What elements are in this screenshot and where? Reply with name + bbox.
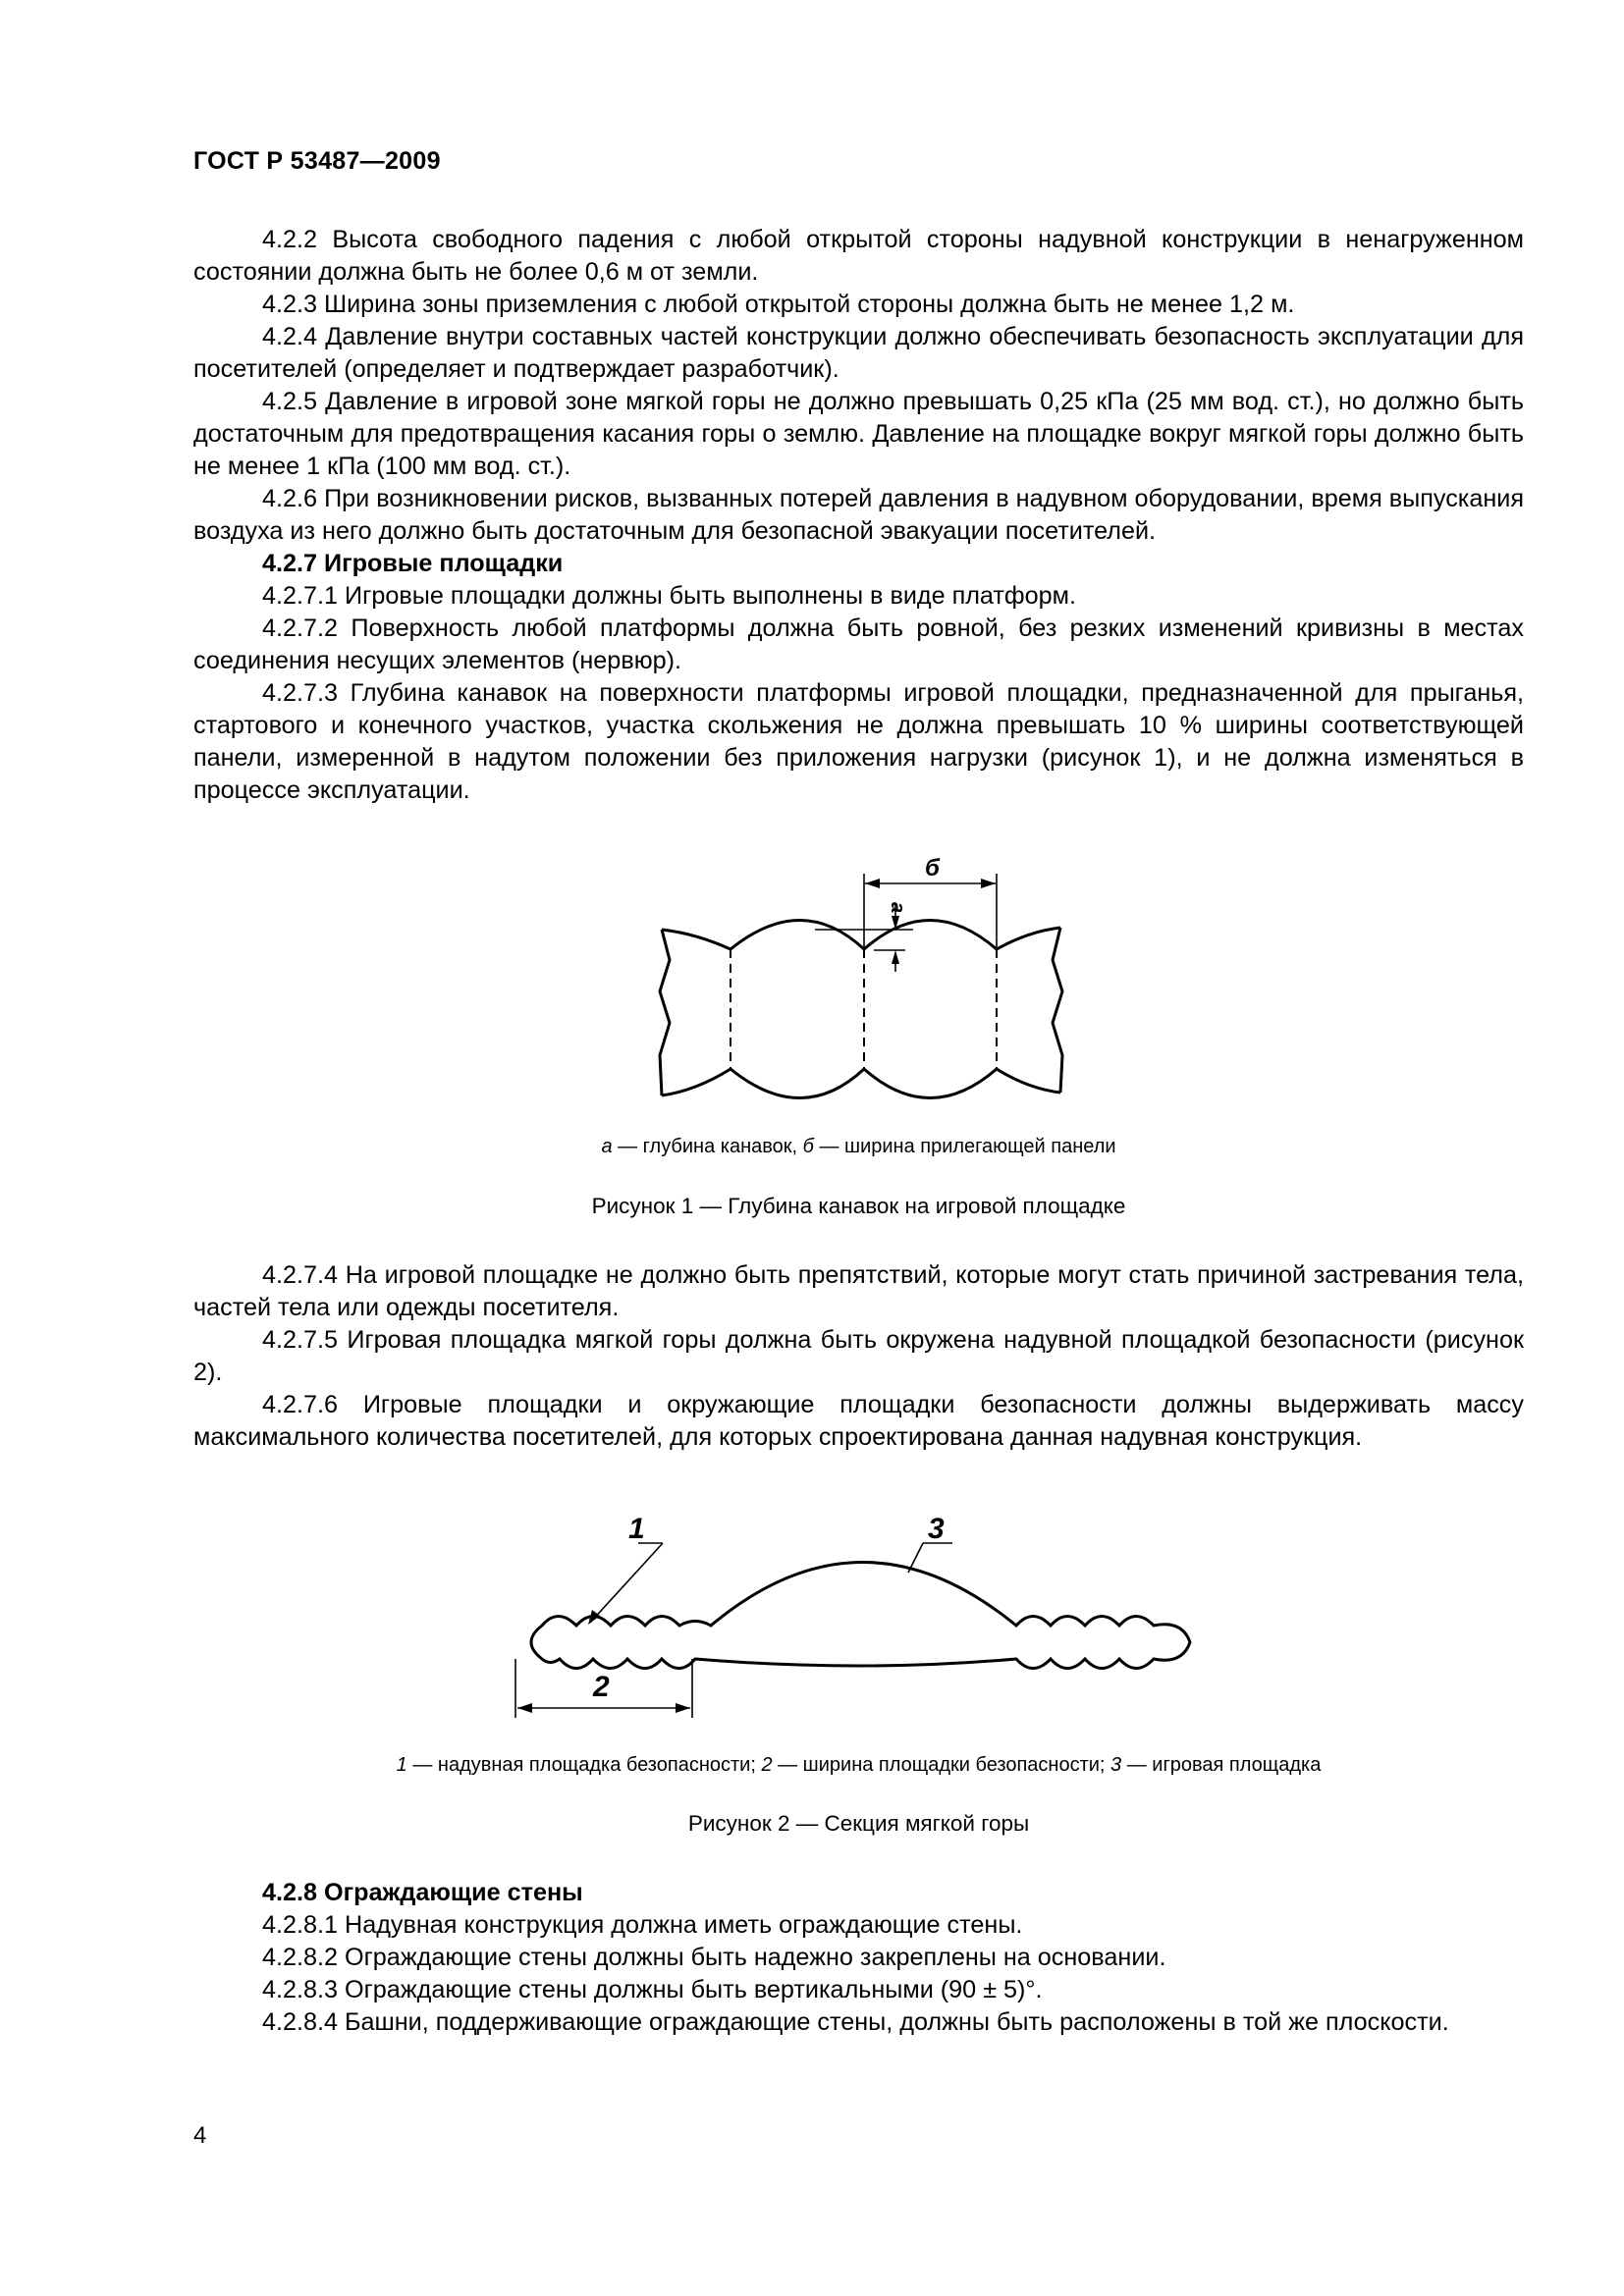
section-heading-4-2-7: 4.2.7 Игровые площадки — [262, 550, 564, 577]
paragraph-4-2-7-6: 4.2.7.6 Игровые площадки и окружающие площадки безопасности должны выдерживать массу максимального количества посетителей, для которых спроектирована данная надувная конструкция. — [193, 1391, 1524, 1451]
figure-1-legend: а — глубина канавок, б — ширина прилегающей панели — [601, 1136, 1116, 1157]
figure-1-label-b: б — [925, 855, 940, 881]
figure-1-caption: Рисунок 1 — Глубина канавок на игровой площадке — [591, 1194, 1126, 1218]
paragraph-4-2-7-1: 4.2.7.1 Игровые площадки должны быть выполнены в виде платформ. — [262, 582, 1076, 610]
figure-1-diagram — [648, 854, 1070, 1109]
figure-2-label-1: 1 — [628, 1513, 645, 1545]
paragraph-4-2-8-1: 4.2.8.1 Надувная конструкция должна иметь ограждающие стены. — [262, 1911, 1023, 1939]
paragraph-4-2-4: 4.2.4 Давление внутри составных частей конструкции должно обеспечивать безопасность эксплуатации для посетителей (определяет и подтверждает разработчик). — [193, 323, 1524, 383]
figure-2-legend: 1 — надувная площадка безопасности; 2 — ширина площадки безопасности; 3 — игровая площадка — [396, 1754, 1322, 1776]
paragraph-4-2-8-2: 4.2.8.2 Ограждающие стены должны быть надежно закреплены на основании. — [262, 1944, 1166, 1971]
figure-1-label-a: а — [887, 902, 908, 914]
text-block-3 — [193, 1877, 1524, 2039]
figure-2-caption: Рисунок 2 — Секция мягкой горы — [687, 1811, 1030, 1836]
paragraph-4-2-8-4: 4.2.8.4 Башни, поддерживающие ограждающие стены, должны быть расположены в той же плоскости. — [262, 2008, 1449, 2036]
figure-2-label-3: 3 — [928, 1513, 945, 1545]
page-number: 4 — [193, 2122, 207, 2149]
paragraph-4-2-8-3: 4.2.8.3 Ограждающие стены должны быть вертикальными (90 ± 5)°. — [262, 1976, 1043, 2003]
paragraph-4-2-5: 4.2.5 Давление в игровой зоне мягкой горы не должно превышать 0,25 кПа (25 мм вод. ст.), но должно быть достаточным для предотвращения касания горы о землю. Давление на площадке вокруг мягкой горы должно быть не менее 1 кПа (100 мм вод. ст.). — [193, 388, 1524, 480]
paragraph-4-2-2: 4.2.2 Высота свободного падения с любой открытой стороны надувной конструкции в ненагруженном состоянии должна быть не более 0,6 м от земли. — [193, 226, 1524, 286]
paragraph-4-2-7-4: 4.2.7.4 На игровой площадке не должно быть препятствий, которые могут стать причиной застревания тела, частей тела или одежды посетителя. — [193, 1261, 1524, 1321]
text-block-1 — [193, 224, 1524, 807]
document-header: ГОСТ Р 53487—2009 — [193, 147, 441, 175]
paragraph-4-2-6: 4.2.6 При возникновении рисков, вызванных потерей давления в надувном оборудовании, время выпускания воздуха из него должно быть достаточным для безопасной эвакуации посетителей. — [193, 485, 1524, 545]
paragraph-4-2-7-5: 4.2.7.5 Игровая площадка мягкой горы должна быть окружена надувной площадкой безопасности (рисунок 2). — [193, 1326, 1524, 1386]
section-heading-4-2-8: 4.2.8 Ограждающие стены — [262, 1879, 583, 1906]
figure-2-label-2: 2 — [593, 1671, 610, 1703]
paragraph-4-2-3: 4.2.3 Ширина зоны приземления с любой открытой стороны должна быть не менее 1,2 м. — [262, 291, 1295, 318]
paragraph-4-2-7-3: 4.2.7.3 Глубина канавок на поверхности платформы игровой площадки, предназначенной для прыганья, стартового и конечного участков, участка скольжения не должна превышать 10 % ширины соответствующей панели, измеренной в надутом положении без приложения нагрузки (рисунок 1), и не должна изменяться в процессе эксплуатации. — [193, 679, 1524, 804]
figure-2-diagram — [491, 1507, 1218, 1728]
paragraph-4-2-7-2: 4.2.7.2 Поверхность любой платформы должна быть ровной, без резких изменений кривизны в местах соединения несущих элементов (нервюр). — [193, 614, 1524, 674]
text-block-2 — [193, 1259, 1524, 1454]
